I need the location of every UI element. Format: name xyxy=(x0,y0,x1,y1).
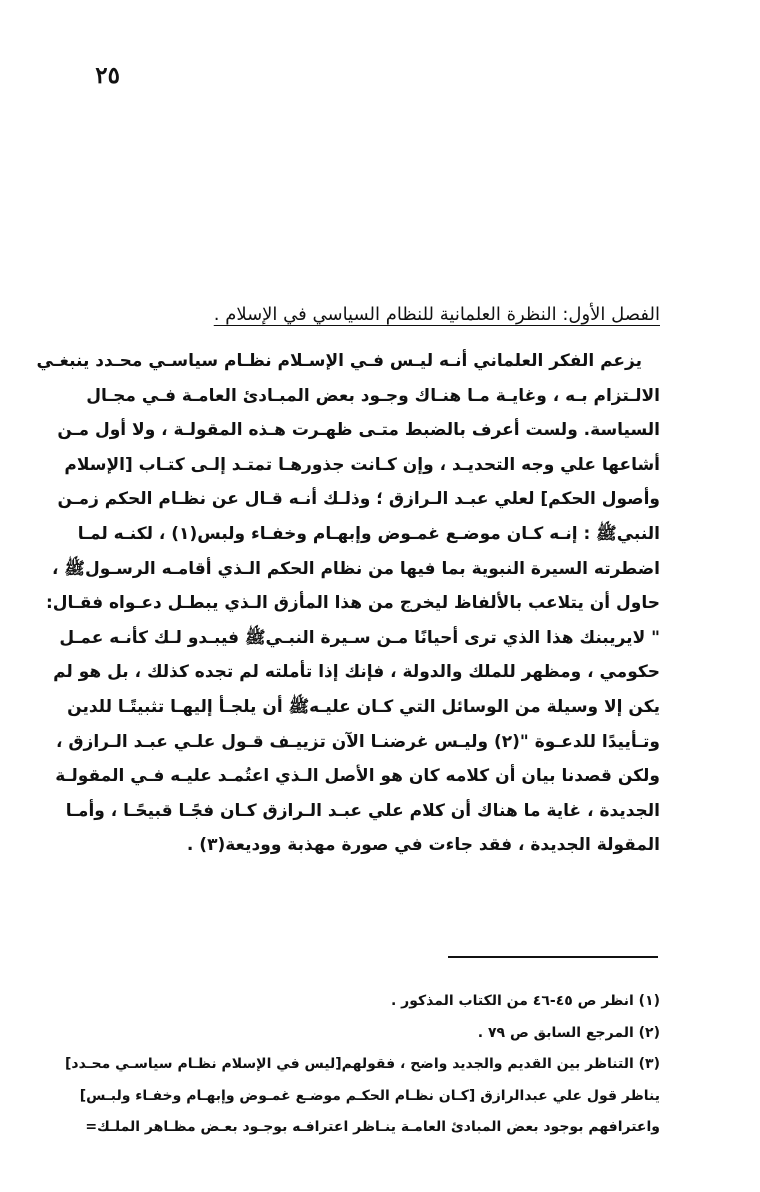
body-line: حكومي ، ومظهر للملك والدولة ، فإنك إذا تأملته لم تجده كذلك ، بل هو لم xyxy=(53,662,660,683)
body-line: الجديدة ، غاية ما هناك أن كلام علي عبـد الـرازق كـان فجًـا قبيحًـا ، وأمـا xyxy=(65,800,660,821)
body-line: النبيﷺ : إنـه كـان موضـع غمـوض وإبهـام وخفـاء ولبس(١) ، لكنـه لمـا xyxy=(77,523,660,544)
body-line: حاول أن يتلاعب بالألفاظ ليخرج من هذا المأزق الـذي يبطـل دعـواه فقـال: xyxy=(45,593,660,614)
footnote-1: (١) انظر ص ٤٥-٤٦ من الكتاب المذكور . xyxy=(390,993,660,1009)
footnote-3-line: يناظر قول علي عبدالرازق [كـان نظـام الحكـم موضـع غمـوض وإبهـام وخفـاء ولبـس] xyxy=(79,1087,660,1104)
body-line: " لايريبنك هذا الذي ترى أحيانًا مـن سـيرة النبـيﷺ فيبـدو لـك كأنـه عمـل xyxy=(59,627,660,648)
page-number: ٢٥ xyxy=(95,62,120,89)
footnote-3-line: (٣) التناظر بين القديم والجديد واضح ، فقولهم[ليس في الإسلام نظـام سياسـي محـدد] xyxy=(65,1056,660,1072)
chapter-heading: الفصل الأول: النظرة العلمانية للنظام السياسي في الإسلام . xyxy=(213,304,660,325)
body-line: أشاعها علي وجه التحديـد ، وإن كـانت جذورهـا تمتـد إلـى كتـاب [الإسلام xyxy=(64,454,660,475)
body-line: يزعم الفكر العلماني أنـه ليـس فـي الإسـلام نظـام سياسـي محـدد ينبغـي xyxy=(36,351,642,371)
body-line: ولكن قصدنا بيان أن كلامه كان هو الأصل الـذي اعتُمـد عليـه فـي المقولـة xyxy=(55,766,660,787)
body-line: يكن إلا وسيلة من الوسائل التي كـان عليـهﷺ أن يلجـأ إليهـا تثبيتًـا للدين xyxy=(67,696,660,717)
footnotes xyxy=(65,986,660,1144)
body-line: المقولة الجديدة ، فقد جاءت في صورة مهذبة ووديعة(٣) . xyxy=(186,835,660,856)
body-line: السياسة. ولست أعرف بالضبط متـى ظهـرت هـذه المقولـة ، ولا أول مـن xyxy=(57,420,660,441)
footnote-3-line: واعترافهم بوجود بعض المبادئ العامـة ينـاظر اعترافـه بوجـود بعـض مظـاهر الملـك= xyxy=(85,1119,660,1135)
body-line: وتـأييدًا للدعـوة "(٢) وليـس غرضنـا الآن تزييـف قـول علـي عبـد الـرازق ، xyxy=(55,731,660,752)
body-line: الالـتزام بـه ، وغايـة مـا هنـاك وجـود بعض المبـادئ العامـة فـي مجـال xyxy=(86,385,660,406)
body-text xyxy=(36,344,660,863)
body-line: وأصول الحكم] لعلي عبـد الـرازق ؛ وذلـك أنـه قـال عن نظـام الحكم زمـن xyxy=(57,489,660,510)
footnote-2: (٢) المرجع السابق ص ٧٩ . xyxy=(477,1024,660,1041)
body-line: اضطرته السيرة النبوية بما فيها من نظام الحكم الـذي أقامـه الرسـولﷺ ، xyxy=(52,558,660,579)
footnote-divider xyxy=(448,956,658,958)
